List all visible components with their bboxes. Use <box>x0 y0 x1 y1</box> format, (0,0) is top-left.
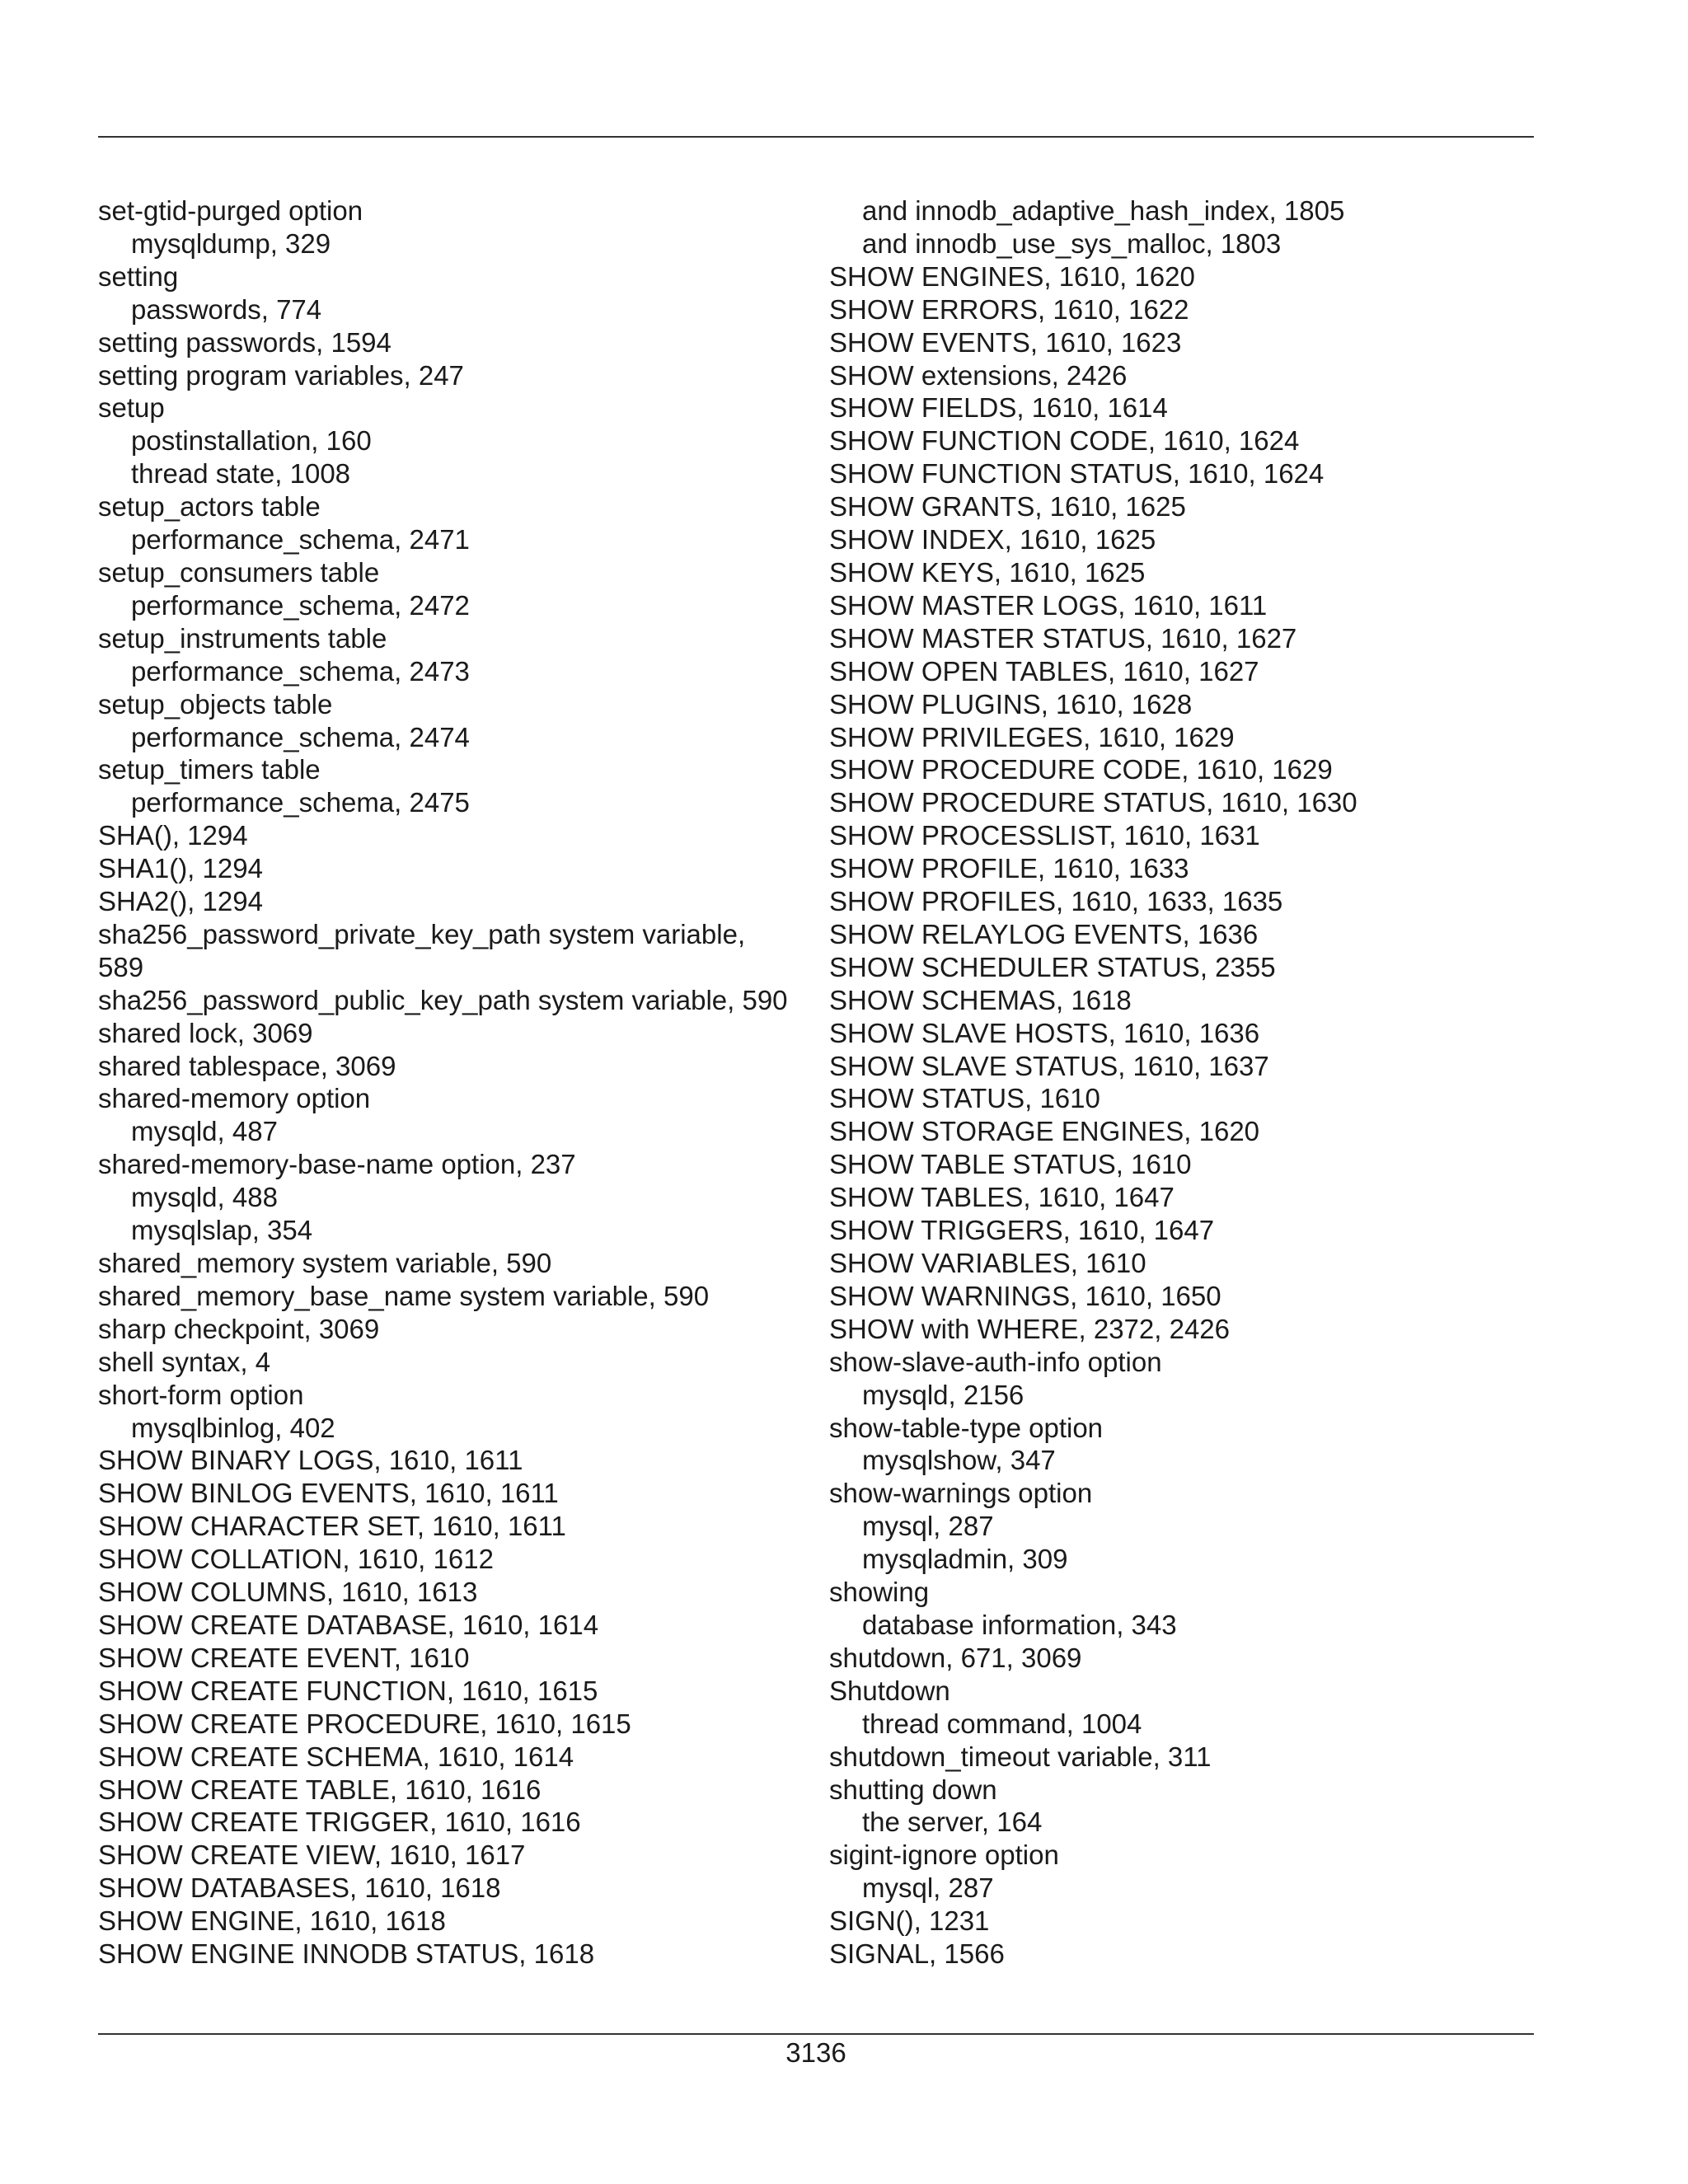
index-entry: SHOW SLAVE STATUS, 1610, 1637 <box>829 1050 1269 1081</box>
index-entry: SHOW INDEX, 1610, 1625 <box>829 524 1156 555</box>
index-entry: SHOW EVENTS, 1610, 1623 <box>829 326 1182 358</box>
index-entry: SHOW with WHERE, 2372, 2426 <box>829 1313 1231 1344</box>
index-entry: SHOW BINLOG EVENTS, 1610, 1611 <box>98 1478 559 1509</box>
index-entry: SHOW SCHEMAS, 1618 <box>829 984 1132 1015</box>
index-subentry: mysql, 287 <box>862 1872 994 1904</box>
index-subentry: passwords, 774 <box>131 293 322 325</box>
index-entry: SHOW GRANTS, 1610, 1625 <box>829 491 1186 523</box>
index-entry: showing <box>829 1577 930 1608</box>
index-subentry: mysqlbinlog, 402 <box>131 1412 335 1443</box>
index-entry: SHOW CREATE FUNCTION, 1610, 1615 <box>98 1675 598 1706</box>
index-entry: SHOW RELAYLOG EVENTS, 1636 <box>829 918 1259 949</box>
index-entry: SHOW OPEN TABLES, 1610, 1627 <box>829 655 1259 687</box>
index-subentry: mysqlshow, 347 <box>862 1445 1056 1476</box>
index-entry: SHOW SLAVE HOSTS, 1610, 1636 <box>829 1017 1260 1048</box>
index-entry: shared lock, 3069 <box>98 1017 313 1048</box>
index-entry: SIGN(), 1231 <box>829 1905 990 1937</box>
index-entry: show-warnings option <box>829 1478 1093 1509</box>
index-entry: SHOW VARIABLES, 1610 <box>829 1248 1146 1278</box>
index-subentry: postinstallation, 160 <box>131 425 372 457</box>
index-entry: SHOW CREATE DATABASE, 1610, 1614 <box>98 1609 599 1640</box>
index-entry: setting program variables, 247 <box>98 359 464 391</box>
index-entry: SHOW ERRORS, 1610, 1622 <box>829 293 1189 325</box>
index-subentry: mysqld, 488 <box>131 1182 278 1213</box>
index-subentry: thread state, 1008 <box>131 458 351 490</box>
index-subentry: mysqladmin, 309 <box>862 1544 1068 1575</box>
index-entry: SHOW COLLATION, 1610, 1612 <box>98 1544 494 1575</box>
index-entry: SHOW MASTER LOGS, 1610, 1611 <box>829 589 1268 621</box>
index-entry: show-table-type option <box>829 1412 1104 1443</box>
index-entry: SHOW PRIVILEGES, 1610, 1629 <box>829 721 1235 752</box>
index-subentry: and innodb_adaptive_hash_index, 1805 <box>862 195 1345 226</box>
index-entry: SHOW CREATE VIEW, 1610, 1617 <box>98 1840 526 1871</box>
index-entry: SHOW DATABASES, 1610, 1618 <box>98 1872 501 1904</box>
page-number: 3136 <box>785 2037 846 2068</box>
index-entry: SHOW ENGINE INNODB STATUS, 1618 <box>98 1938 595 1970</box>
index-entry: SHOW CREATE PROCEDURE, 1610, 1615 <box>98 1708 631 1739</box>
index-entry: SHOW TRIGGERS, 1610, 1647 <box>829 1215 1215 1246</box>
index-entry: shared_memory_base_name system variable, 590 <box>98 1280 710 1311</box>
index-subentry: and innodb_use_sys_malloc, 1803 <box>862 227 1282 259</box>
index-entry: set-gtid-purged option <box>98 195 363 226</box>
index-entry: SHA2(), 1294 <box>98 886 263 917</box>
index-subentry: mysqlslap, 354 <box>131 1215 313 1246</box>
index-entry: SHOW TABLES, 1610, 1647 <box>829 1182 1175 1213</box>
index-entry: sha256_password_private_key_path system variable, <box>98 918 746 949</box>
index-entry: setup_actors table <box>98 491 321 523</box>
index-subentry: mysqldump, 329 <box>131 227 331 259</box>
index-entry: SHOW MASTER STATUS, 1610, 1627 <box>829 622 1297 654</box>
index-entry: SHOW STATUS, 1610 <box>829 1083 1100 1114</box>
index-entry: SHOW FUNCTION CODE, 1610, 1624 <box>829 425 1300 457</box>
index-subentry: performance_schema, 2475 <box>131 787 470 818</box>
index-entry: 589 <box>98 951 144 982</box>
index-entry: SHOW CREATE TABLE, 1610, 1616 <box>98 1774 542 1805</box>
index-entry: SHOW COLUMNS, 1610, 1613 <box>98 1577 478 1608</box>
index-entry: SHOW CREATE SCHEMA, 1610, 1614 <box>98 1741 574 1772</box>
index-entry: setup_consumers table <box>98 556 380 588</box>
index-entry: SHOW SCHEDULER STATUS, 2355 <box>829 951 1276 982</box>
index-entry: shared-memory-base-name option, 237 <box>98 1149 576 1180</box>
index-subentry: the server, 164 <box>862 1807 1043 1838</box>
index-entry: SHOW PROFILES, 1610, 1633, 1635 <box>829 886 1283 917</box>
index-entry: SHOW PLUGINS, 1610, 1628 <box>829 688 1193 719</box>
index-entry: SHOW FIELDS, 1610, 1614 <box>829 392 1168 424</box>
index-entry: shell syntax, 4 <box>98 1346 271 1377</box>
index-entry: setting <box>98 260 179 292</box>
index-entry: SHOW PROCEDURE STATUS, 1610, 1630 <box>829 787 1357 818</box>
index-entry: SHOW WARNINGS, 1610, 1650 <box>829 1280 1221 1311</box>
index-entry: setting passwords, 1594 <box>98 326 392 358</box>
index-entry: SHOW FUNCTION STATUS, 1610, 1624 <box>829 458 1325 490</box>
footer-rule <box>98 2033 1534 2035</box>
index-entry: setup_timers table <box>98 754 321 785</box>
index-entry: SHOW KEYS, 1610, 1625 <box>829 556 1146 588</box>
index-entry: shutdown_timeout variable, 311 <box>829 1741 1212 1772</box>
index-subentry: thread command, 1004 <box>862 1708 1142 1739</box>
index-subentry: performance_schema, 2474 <box>131 721 470 752</box>
index-entry: SHOW CHARACTER SET, 1610, 1611 <box>98 1511 566 1542</box>
index-entry: SHOW PROFILE, 1610, 1633 <box>829 853 1189 884</box>
index-entry: SHOW TABLE STATUS, 1610 <box>829 1149 1192 1180</box>
index-entry: Shutdown <box>829 1675 950 1706</box>
index-entry: SIGNAL, 1566 <box>829 1938 1005 1970</box>
index-subentry: performance_schema, 2471 <box>131 524 470 555</box>
index-column-left <box>98 194 823 1971</box>
index-entry: shared tablespace, 3069 <box>98 1050 396 1081</box>
index-entry: SHOW PROCESSLIST, 1610, 1631 <box>829 820 1260 851</box>
index-entry: setup <box>98 392 165 424</box>
index-subentry: mysqld, 487 <box>131 1116 278 1147</box>
index-entry: SHOW extensions, 2426 <box>829 359 1128 391</box>
index-entry: SHOW PROCEDURE CODE, 1610, 1629 <box>829 754 1333 785</box>
index-entry: SHA1(), 1294 <box>98 853 263 884</box>
index-entry: sigint-ignore option <box>829 1840 1059 1871</box>
index-entry: shared_memory system variable, 590 <box>98 1248 552 1278</box>
index-subentry: mysqld, 2156 <box>862 1379 1025 1410</box>
index-entry: show-slave-auth-info option <box>829 1346 1162 1377</box>
index-entry: SHOW CREATE EVENT, 1610 <box>98 1642 470 1673</box>
index-subentry: performance_schema, 2473 <box>131 655 470 687</box>
index-entry: SHOW BINARY LOGS, 1610, 1611 <box>98 1445 523 1476</box>
index-entry: sha256_password_public_key_path system variable, 590 <box>98 984 788 1015</box>
index-entry: SHOW CREATE TRIGGER, 1610, 1616 <box>98 1807 581 1838</box>
index-entry: SHOW ENGINES, 1610, 1620 <box>829 260 1195 292</box>
header-rule <box>98 136 1534 138</box>
index-entry: setup_instruments table <box>98 622 387 654</box>
index-entry: short-form option <box>98 1379 304 1410</box>
index-column-right <box>829 194 1538 1971</box>
index-entry: shutdown, 671, 3069 <box>829 1642 1082 1673</box>
index-entry: SHOW ENGINE, 1610, 1618 <box>98 1905 446 1937</box>
index-entry: SHOW STORAGE ENGINES, 1620 <box>829 1116 1260 1147</box>
index-entry: shutting down <box>829 1774 997 1805</box>
index-subentry: database information, 343 <box>862 1609 1177 1640</box>
index-entry: SHA(), 1294 <box>98 820 248 851</box>
index-entry: shared-memory option <box>98 1083 371 1114</box>
index-entry: setup_objects table <box>98 688 333 719</box>
index-subentry: mysql, 287 <box>862 1511 994 1542</box>
index-subentry: performance_schema, 2472 <box>131 589 470 621</box>
index-entry: sharp checkpoint, 3069 <box>98 1313 380 1344</box>
